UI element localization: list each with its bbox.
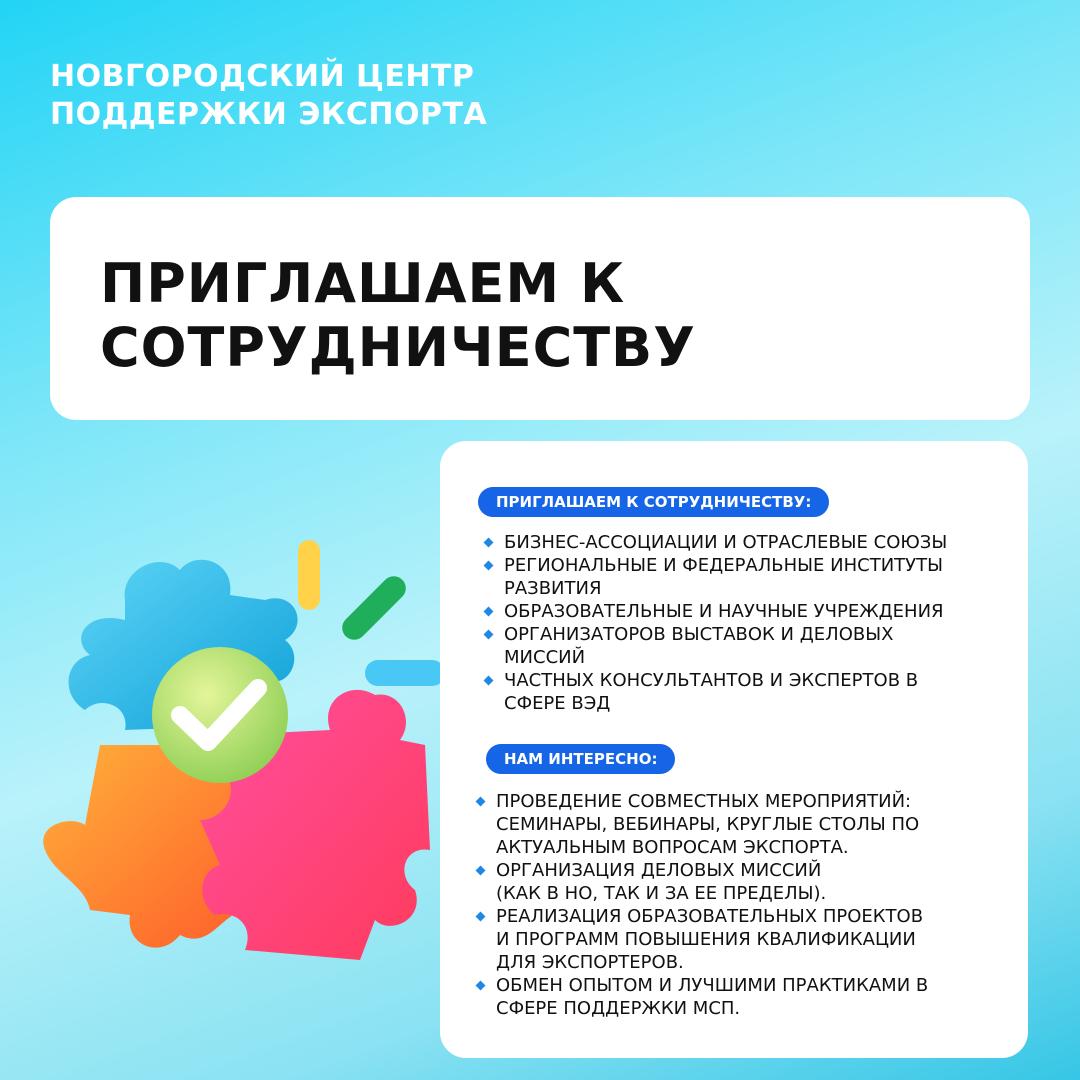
invite-heading-pill: ПРИГЛАШАЕМ К СОТРУДНИЧЕСТВУ: bbox=[478, 487, 829, 517]
list-item bbox=[482, 554, 1022, 600]
brand-line-2: ПОДДЕРЖКИ ЭКСПОРТА bbox=[50, 97, 488, 132]
hero-title bbox=[100, 252, 696, 380]
list-item-text: ОРГАНИЗАЦИЯ ДЕЛОВЫХ МИССИЙ bbox=[496, 860, 822, 881]
list-item bbox=[474, 790, 1019, 859]
list-item-text: И ПРОГРАММ ПОВЫШЕНИЯ КВАЛИФИКАЦИИ bbox=[496, 929, 916, 950]
info-card bbox=[440, 441, 1028, 1058]
list-item bbox=[482, 669, 1022, 715]
hero-title-line-2: СОТРУДНИЧЕСТВУ bbox=[100, 316, 696, 379]
list-item bbox=[474, 974, 1019, 1020]
list-item-text: РЕГИОНАЛЬНЫЕ И ФЕДЕРАЛЬНЫЕ ИНСТИТУТЫ bbox=[504, 555, 944, 576]
puzzle-checkmark-icon bbox=[30, 530, 450, 990]
brand-line-1: НОВГОРОДСКИЙ ЦЕНТР bbox=[50, 59, 475, 94]
list-item-text: БИЗНЕС-АССОЦИАЦИИ И ОТРАСЛЕВЫЕ СОЮЗЫ bbox=[504, 532, 948, 553]
list-item-text: СФЕРЕ ПОДДЕРЖКИ МСП. bbox=[496, 998, 741, 1019]
list-item-text: АКТУАЛЬНЫМ ВОПРОСАМ ЭКСПОРТА. bbox=[496, 837, 849, 858]
interest-list bbox=[474, 790, 1019, 1020]
hero-card bbox=[50, 197, 1030, 420]
invite-list bbox=[482, 531, 1022, 715]
list-item-text: ДЛЯ ЭКСПОРТЕРОВ. bbox=[496, 952, 684, 973]
list-item-text: РЕАЛИЗАЦИЯ ОБРАЗОВАТЕЛЬНЫХ ПРОЕКТОВ bbox=[496, 906, 924, 927]
yellow-accent-bar bbox=[298, 540, 320, 610]
list-item-text: МИССИЙ bbox=[504, 647, 586, 668]
list-item-text: ОБМЕН ОПЫТОМ И ЛУЧШИМИ ПРАКТИКАМИ В bbox=[496, 975, 929, 996]
list-item-text: ОБРАЗОВАТЕЛЬНЫЕ И НАУЧНЫЕ УЧРЕЖДЕНИЯ bbox=[504, 601, 944, 622]
list-item-text: (КАК В НО, ТАК И ЗА ЕЕ ПРЕДЕЛЫ). bbox=[496, 883, 827, 904]
list-item bbox=[482, 531, 1022, 554]
list-item bbox=[474, 905, 1019, 974]
list-item-text: ПРОВЕДЕНИЕ СОВМЕСТНЫХ МЕРОПРИЯТИЙ: bbox=[496, 791, 912, 812]
list-item-text: СФЕРЕ ВЭД bbox=[504, 693, 611, 714]
list-item-text: ОРГАНИЗАТОРОВ ВЫСТАВОК И ДЕЛОВЫХ bbox=[504, 624, 894, 645]
hero-title-line-1: ПРИГЛАШАЕМ К bbox=[100, 252, 626, 315]
brand-title bbox=[50, 58, 487, 134]
list-item-text: ЧАСТНЫХ КОНСУЛЬТАНТОВ И ЭКСПЕРТОВ В bbox=[504, 670, 919, 691]
green-accent-bar bbox=[337, 571, 411, 645]
list-item bbox=[474, 859, 1019, 905]
blue-accent-bar bbox=[365, 660, 445, 686]
list-item bbox=[482, 600, 1022, 623]
list-item-text: РАЗВИТИЯ bbox=[504, 578, 602, 599]
interest-heading-pill: НАМ ИНТЕРЕСНО: bbox=[486, 744, 675, 774]
list-item-text: СЕМИНАРЫ, ВЕБИНАРЫ, КРУГЛЫЕ СТОЛЫ ПО bbox=[496, 814, 920, 835]
list-item bbox=[482, 623, 1022, 669]
